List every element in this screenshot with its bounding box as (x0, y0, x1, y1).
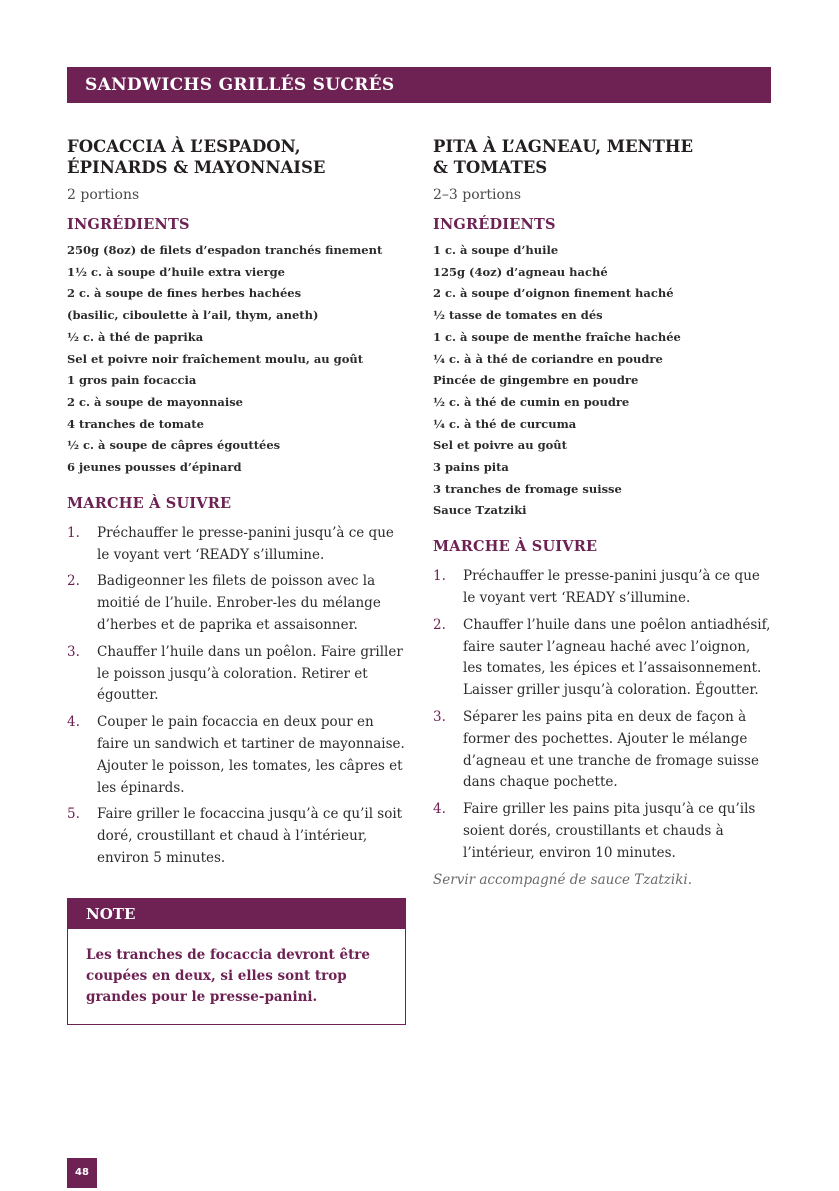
step-number: 3. (433, 708, 446, 725)
ingredients-list (67, 240, 407, 479)
ingredient-item: 2 c. à soupe d’oignon finement haché (433, 286, 674, 301)
step-text: Séparer les pains pita en deux de façon à former des pochettes. Ajouter le mélange d’agneau et une tranche de fromage suisse dans chaque pochette. (463, 708, 759, 791)
step-item (433, 566, 773, 610)
ingredients-list (433, 240, 773, 522)
ingredient-item: 3 pains pita (433, 460, 509, 475)
ingredient-item: ½ c. à thé de paprika (67, 329, 204, 344)
ingredient-item: Sel et poivre au goût (433, 438, 567, 453)
recipe-pita (433, 136, 773, 890)
ingredient-item: 6 jeunes pousses d’épinard (67, 460, 242, 475)
step-text: Chauffer l’huile dans une poêlon antiadhésif, faire sauter l’agneau haché avec l’oignon, les tomates, les épices et l’assaisonnement. Laisser griller jusqu’à coloration. Égoutter. (463, 616, 771, 699)
step-number: 2. (67, 573, 80, 590)
portions: 2 portions (67, 187, 140, 203)
recipe-title-line1: PITA À L’AGNEAU, MENTHE (433, 137, 694, 156)
ingredient-item: (basilic, ciboulette à l’ail, thym, aneth) (67, 308, 319, 323)
section-banner: SANDWICHS GRILLÉS SUCRÉS (67, 67, 771, 103)
ingredient-item: ½ tasse de tomates en dés (433, 308, 603, 323)
step-text: Couper le pain focaccia en deux pour en faire un sandwich et tartiner de mayonnaise. Ajouter le poisson, les tomates, les câpres et les épinards. (97, 714, 405, 796)
ingredient-item: 1 c. à soupe de menthe fraîche hachée (433, 329, 681, 344)
step-number: 5. (67, 806, 80, 823)
step-text: Chauffer l’huile dans un poêlon. Faire griller le poisson jusqu’à coloration. Retirer et égoutter. (97, 643, 403, 704)
recipe-title (433, 136, 773, 178)
ingredient-item: 125g (4oz) d’agneau haché (433, 264, 608, 279)
ingredient-item: Pincée de gingembre en poudre (433, 373, 639, 388)
ingredient-item: Sauce Tzatziki (433, 503, 527, 518)
recipe-title-line2: & TOMATES (433, 158, 548, 177)
step-number: 4. (67, 714, 80, 731)
recipe-title-line2: ÉPINARDS & MAYONNAISE (67, 158, 326, 177)
ingredient-item: 2 c. à soupe de mayonnaise (67, 394, 244, 409)
step-item (433, 799, 773, 864)
ingredient-item: ¼ c. à thé de curcuma (433, 416, 577, 431)
page-number: 48 (67, 1158, 97, 1188)
step-item (67, 712, 407, 799)
ingredient-item: 2 c. à soupe de fines herbes hachées (67, 286, 302, 301)
note-text: Les tranches de focaccia devront être coupées en deux, si elles sont trop grandes pour le presse-panini. (86, 947, 371, 1005)
step-text: Badigeonner les filets de poisson avec la moitié de l’huile. Enrober-les du mélange d’herbes et de paprika et assaisonner. (97, 573, 381, 633)
ingredient-item: ½ c. à thé de cumin en poudre (433, 394, 630, 409)
step-item (67, 642, 407, 707)
steps-heading: MARCHE À SUIVRE (67, 494, 232, 512)
recipe-title-line1: FOCACCIA À L’ESPADON, (67, 137, 301, 156)
ingredients-heading: INGRÉDIENTS (67, 216, 190, 233)
ingredients-heading: INGRÉDIENTS (433, 216, 556, 233)
step-number: 3. (67, 643, 80, 660)
serving-suggestion: Servir accompagné de sauce Tzatziki. (433, 871, 693, 888)
steps-list (433, 566, 773, 864)
step-text: Préchauffer le presse-panini jusqu’à ce que le voyant vert ‘READY s’illumine. (97, 524, 394, 563)
step-number: 1. (433, 568, 446, 585)
step-item (67, 523, 407, 567)
ingredient-item: 250g (8oz) de filets d’espadon tranchés finement (67, 243, 383, 257)
step-text: Préchauffer le presse-panini jusqu’à ce que le voyant vert ‘READY s’illumine. (463, 568, 760, 606)
recipe-focaccia (67, 136, 407, 875)
step-number: 4. (433, 801, 446, 818)
step-text: Faire griller les pains pita jusqu’à ce qu’ils soient dorés, croustillants et chauds à l’intérieur, environ 10 minutes. (463, 801, 756, 861)
ingredient-item: 3 tranches de fromage suisse (433, 481, 622, 496)
step-text: Faire griller le focaccina jusqu’à ce qu’il soit doré, croustillant et chaud à l’intérieur, environ 5 minutes. (97, 806, 403, 866)
ingredient-item: ¼ c. à à thé de coriandre en poudre (433, 351, 663, 366)
step-item (433, 615, 773, 702)
note-heading: NOTE (68, 899, 405, 929)
ingredient-item: 1 c. à soupe d’huile (433, 243, 559, 257)
ingredient-item: ½ c. à soupe de câpres égouttées (67, 438, 281, 453)
note-box (67, 898, 406, 1025)
steps-heading: MARCHE À SUIVRE (433, 538, 598, 556)
ingredient-item: 1 gros pain focaccia (67, 373, 197, 388)
step-number: 2. (433, 616, 446, 633)
step-item (67, 804, 407, 869)
ingredient-item: 1½ c. à soupe d’huile extra vierge (67, 264, 285, 279)
step-number: 1. (67, 524, 80, 541)
ingredient-item: 4 tranches de tomate (67, 416, 204, 431)
ingredient-item: Sel et poivre noir fraîchement moulu, au goût (67, 351, 364, 366)
recipe-title (67, 136, 407, 178)
steps-list (67, 523, 407, 870)
portions: 2–3 portions (433, 187, 522, 203)
step-item (433, 707, 773, 794)
step-item (67, 571, 407, 636)
